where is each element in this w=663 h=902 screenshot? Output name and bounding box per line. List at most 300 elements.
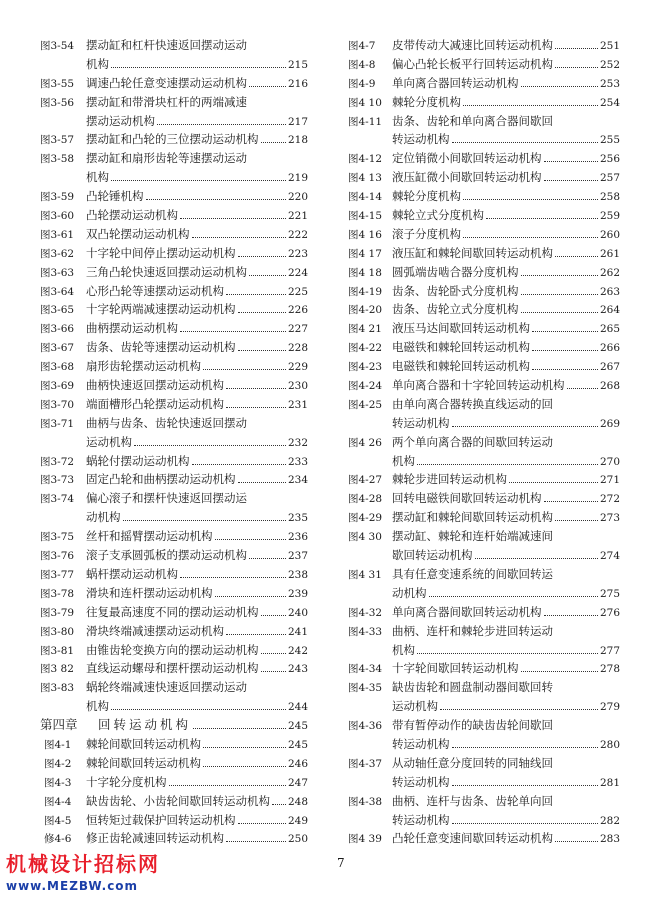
toc-entry [348,319,620,338]
toc-entry [348,546,620,565]
page-ref: 272 [599,493,620,506]
dot-leader [463,237,598,238]
dot-leader [226,634,286,635]
figure-number: 第四章 [40,717,78,733]
dot-leader [193,728,286,729]
toc-entry [348,149,620,168]
page-ref: 247 [287,776,308,789]
figure-number: 图4-23 [348,361,383,374]
entry-title: 棘轮步进回转运动机构 [392,472,507,487]
toc-entry [348,489,620,508]
figure-number: 图3-67 [40,342,75,355]
entry-title: 凸轮摆动运动机构 [86,208,178,223]
entry-title: 棘轮间歇回转运动机构 [86,755,201,770]
figure-number: 修4-6 [44,833,72,846]
entry-title: 具有任意变速系统的间歇回转运 [392,566,553,581]
dot-leader [429,596,598,597]
toc-entry [40,811,308,830]
dot-leader [215,596,286,597]
toc-entry [40,93,308,112]
entry-title: 蜗轮付摆动运动机构 [86,453,190,468]
figure-number: 图4-14 [348,191,383,204]
dot-leader [238,350,286,351]
figure-number: 图4-5 [44,814,72,827]
toc-entry [348,244,620,263]
toc-entry [40,754,308,773]
dot-leader [463,199,598,200]
page-ref: 245 [287,738,308,751]
dot-leader [203,766,286,767]
page-ref: 231 [287,398,308,411]
dot-leader [261,142,286,143]
toc-entry [348,338,620,357]
figure-number: 图3-55 [40,77,75,90]
toc-entry [348,527,620,546]
dot-leader [521,275,598,276]
toc-entry [348,225,620,244]
dot-leader [249,86,286,87]
entry-title: 回转运动机构 [98,717,192,733]
toc-entry [40,641,308,660]
entry-title: 凸轮锤机构 [86,189,144,204]
figure-number: 图4-12 [348,153,383,166]
entry-title: 十字轮分度机构 [86,774,167,789]
entry-title: 单向离合器间歇回转运动机构 [392,604,542,619]
entry-title: 液压马达间歇回转运动机构 [392,321,530,336]
dot-leader [521,294,598,295]
entry-title: 运动机构 [392,699,438,714]
toc-entry [40,546,308,565]
entry-title: 转运动机构 [392,132,450,147]
figure-number: 图4-33 [348,625,383,638]
entry-title: 直线运动螺母和摆杆摆动运动机构 [86,661,259,676]
figure-number: 图3-57 [40,134,75,147]
figure-number: 图3-64 [40,285,75,298]
entry-title: 皮带传动大减速比回转运动机构 [392,38,553,52]
figure-number: 图3-59 [40,191,75,204]
page-ref: 243 [287,663,308,676]
dot-leader [509,482,598,483]
dot-leader [521,312,598,313]
dot-leader [238,312,286,313]
entry-title: 十字轮间歇回转运动机构 [392,661,519,676]
figure-number: 图4-38 [348,795,383,808]
toc-entry [348,357,620,376]
toc-entry [348,641,620,660]
toc-entry [40,414,308,433]
figure-number: 图3-74 [40,493,75,506]
entry-title: 单向离合器回转运动机构 [392,75,519,90]
entry-title: 两个单向离合器的间歇回转运动 [392,434,553,449]
figure-number: 图3-73 [40,474,75,487]
figure-number: 图4-24 [348,380,383,393]
figure-number: 图3-80 [40,625,75,638]
toc-entry [348,697,620,716]
dot-leader [440,709,598,710]
figure-number: 图3-77 [40,568,75,581]
figure-number: 图4-37 [348,757,383,770]
entry-title: 滚子分度机构 [392,226,461,241]
page-ref: 269 [599,417,620,430]
toc-entry [40,36,308,55]
figure-number: 图3-66 [40,323,75,336]
page-ref: 225 [287,285,308,298]
page-ref: 241 [287,625,308,638]
dot-leader [475,558,598,559]
entry-title: 机构 [86,170,109,185]
page-ref: 280 [599,738,620,751]
dot-leader [544,180,598,181]
toc-entry [40,187,308,206]
page-ref: 228 [287,342,308,355]
page-ref: 223 [287,247,308,260]
toc-entry [40,489,308,508]
figure-number: 图4-4 [44,795,72,808]
toc-entry [348,716,620,735]
dot-leader [238,482,286,483]
entry-title: 液压缸微小间歇回转运动机构 [392,170,542,185]
entry-title: 扇形齿轮摆动运动机构 [86,359,201,374]
page-ref: 242 [287,644,308,657]
figure-number: 图4-3 [44,776,72,789]
dot-leader [180,331,286,332]
toc-entry [40,74,308,93]
figure-number: 图4-27 [348,474,383,487]
page-ref: 253 [599,77,620,90]
figure-number: 图3-54 [40,40,75,52]
page-ref: 254 [599,96,620,109]
figure-number: 图3-71 [40,417,75,430]
figure-number: 图4 16 [348,228,382,241]
toc-entry [40,622,308,641]
toc-entry [40,603,308,622]
dot-leader [226,407,286,408]
dot-leader [452,785,598,786]
page-ref: 267 [599,361,620,374]
dot-leader [532,331,598,332]
page-ref: 256 [599,153,620,166]
dot-leader [226,294,286,295]
toc-entry [348,452,620,471]
figure-number: 图4 30 [348,531,382,544]
page-ref: 234 [287,474,308,487]
entry-title: 齿条、齿轮卧式分度机构 [392,283,519,298]
entry-title: 转运动机构 [392,415,450,430]
dot-leader [567,388,598,389]
entry-title: 棘轮分度机构 [392,94,461,109]
toc-entry [348,735,620,754]
toc-entry [348,508,620,527]
toc-entry [40,697,308,716]
entry-title: 恒转矩过载保护回转运动机构 [86,812,236,827]
entry-title: 转运动机构 [392,774,450,789]
entry-title: 偏心滚子和摆杆快速返回摆动运 [86,491,247,506]
dot-leader [111,67,286,68]
page-ref: 271 [599,474,620,487]
entry-title: 十字轮两端减速摆动运动机构 [86,302,236,317]
toc-entry [348,414,620,433]
toc-entry [348,678,620,697]
toc-entry [348,376,620,395]
figure-number: 图3-60 [40,210,75,223]
dot-leader [203,747,286,748]
dot-leader [249,275,286,276]
entry-title: 缺齿齿轮、小齿轮间歇回转运动机构 [86,793,270,808]
toc-entry [40,527,308,546]
entry-title: 蜗杆摆动运动机构 [86,566,178,581]
page-ref: 232 [287,436,308,449]
toc-entry [40,565,308,584]
page-ref: 221 [287,210,308,223]
toc-entry [348,36,620,55]
toc-entry [40,829,308,848]
entry-title: 定位销微小间歇回转运动机构 [392,151,542,166]
toc-right-column [348,36,620,848]
page-ref: 281 [599,776,620,789]
dot-leader [261,671,286,672]
entry-title: 齿条、齿轮和单向离合器间歇回 [392,113,553,128]
page-ref: 263 [599,285,620,298]
entry-title: 齿条、齿轮等速摆动运动机构 [86,340,236,355]
entry-title: 滑块终端减速摆动运动机构 [86,623,224,638]
entry-title: 棘轮分度机构 [392,189,461,204]
toc-entry [40,206,308,225]
page-ref: 274 [599,550,620,563]
figure-number: 图4-22 [348,342,383,355]
dot-leader [544,615,598,616]
entry-title: 心形凸轮等速摆动运动机构 [86,283,224,298]
entry-title: 电磁铁和棘轮回转运动机构 [392,359,530,374]
dot-leader [452,823,598,824]
page-ref: 257 [599,172,620,185]
figure-number: 图3-69 [40,380,75,393]
entry-title: 歇回转运动机构 [392,548,473,563]
toc-entry [40,584,308,603]
page-ref: 278 [599,663,620,676]
page-ref: 245 [287,720,308,733]
figure-number: 图3-75 [40,531,75,544]
toc-entry [348,792,620,811]
toc-entry [348,206,620,225]
toc-entry [348,754,620,773]
figure-number: 图3-68 [40,361,75,374]
page-ref: 279 [599,701,620,714]
page-ref: 218 [287,134,308,147]
page-ref: 265 [599,323,620,336]
dot-leader [555,256,598,257]
page-ref: 261 [599,247,620,260]
dot-leader [111,180,286,181]
page-ref: 270 [599,455,620,468]
page-ref: 250 [287,833,308,846]
dot-leader [261,615,286,616]
page-ref: 268 [599,380,620,393]
toc-entry [348,55,620,74]
figure-number: 图4 13 [348,172,382,185]
dot-leader [238,823,286,824]
entry-title: 摆动缸和带滑块杠杆的两端减速 [86,94,247,109]
dot-leader [521,86,598,87]
entry-title: 转运动机构 [392,812,450,827]
toc-entry [40,149,308,168]
entry-title: 缺齿齿轮和圆盘制动器间歇回转 [392,680,553,695]
dot-leader [203,369,286,370]
figure-number: 图4-2 [44,757,72,770]
entry-title: 曲柄快速返回摆动运动机构 [86,378,224,393]
toc-entry [40,508,308,527]
dot-leader [192,464,286,465]
figure-number: 图4-20 [348,304,383,317]
page-ref: 226 [287,304,308,317]
entry-title: 运动机构 [86,434,132,449]
entry-title: 滚子支承圆弧板的摆动运动机构 [86,548,247,563]
entry-title: 摆动运动机构 [86,113,155,128]
figure-number: 图3-56 [40,96,75,109]
toc-entry [40,470,308,489]
entry-title: 由锥齿轮变换方向的摆动运动机构 [86,642,259,657]
page-ref: 255 [599,134,620,147]
dot-leader [555,520,598,521]
toc-entry [40,244,308,263]
dot-leader [452,142,598,143]
figure-number: 图4 26 [348,436,382,449]
entry-title: 机构 [86,56,109,71]
dot-leader [146,199,286,200]
entry-title: 摆动缸和杠杆快速返回摆动运动 [86,38,247,52]
figure-number: 图4-15 [348,210,383,223]
dot-leader [261,653,286,654]
dot-leader [215,539,286,540]
dot-leader [555,48,598,49]
dot-leader [463,105,598,106]
dot-leader [238,256,286,257]
page-ref: 249 [287,814,308,827]
dot-leader [111,709,286,710]
toc-entry [348,93,620,112]
figure-number: 图4-35 [348,682,383,695]
page-ref: 273 [599,512,620,525]
toc-entry [40,130,308,149]
toc-entry [348,433,620,452]
figure-number: 图3-83 [40,682,75,695]
page-ref: 252 [599,58,620,71]
figure-number: 图4-7 [348,40,376,52]
toc-entry [40,282,308,301]
page-ref: 236 [287,531,308,544]
entry-title: 带有暂停动作的缺齿齿轮间歇回 [392,718,553,733]
page-ref: 248 [287,795,308,808]
figure-number: 图3-70 [40,398,75,411]
toc-entry [40,338,308,357]
dot-leader [272,804,286,805]
toc-entry [40,263,308,282]
entry-title: 从动轴任意分度回转的同轴线回 [392,755,553,770]
page-ref: 260 [599,228,620,241]
toc-entry [40,395,308,414]
entry-title: 圆弧端齿啮合器分度机构 [392,264,519,279]
entry-title: 摆动缸和扇形齿轮等速摆动运动 [86,151,247,166]
entry-title: 摆动缸、棘轮和连杆始端减速间 [392,529,553,544]
toc-entry [40,55,308,74]
toc-entry [40,433,308,452]
page-ref: 262 [599,266,620,279]
page-ref: 238 [287,568,308,581]
page-ref: 222 [287,228,308,241]
figure-number: 图4-25 [348,398,383,411]
dot-leader [417,653,598,654]
entry-title: 棘轮间歇回转运动机构 [86,736,201,751]
dot-leader [452,747,598,748]
watermark-logo [6,848,160,893]
dot-leader [226,388,286,389]
figure-number: 图3-58 [40,153,75,166]
page-ref: 244 [287,701,308,714]
toc-entry [40,319,308,338]
figure-number: 图4 10 [348,96,382,109]
entry-title: 固定凸轮和曲柄摆动运动机构 [86,472,236,487]
page-ref: 266 [599,342,620,355]
figure-number: 图4-34 [348,663,383,676]
page-ref: 217 [287,115,308,128]
figure-number: 图3-61 [40,228,75,241]
toc-entry [348,565,620,584]
page-ref: 275 [599,587,620,600]
entry-title: 偏心凸轮长板平行回转运动机构 [392,56,553,71]
page-ref: 264 [599,304,620,317]
page-ref: 220 [287,191,308,204]
entry-title: 三角凸轮快速返回摆动运动机构 [86,264,247,279]
toc-entry [40,792,308,811]
figure-number: 图3 82 [40,663,74,676]
watermark-title: 机械设计招标网 [6,852,160,876]
figure-number: 图3-62 [40,247,75,260]
figure-number: 图3-76 [40,550,75,563]
entry-title: 机构 [392,453,415,468]
toc-entry [348,130,620,149]
dot-leader [157,124,286,125]
toc-entry [348,168,620,187]
page-ref: 276 [599,606,620,619]
figure-number: 图4-28 [348,493,383,506]
entry-title: 曲柄摆动运动机构 [86,321,178,336]
dot-leader [180,577,286,578]
figure-number: 图3-79 [40,606,75,619]
figure-number: 图4 18 [348,266,382,279]
entry-title: 电磁铁和棘轮回转运动机构 [392,340,530,355]
entry-title: 曲柄、连杆和棘轮步进回转运动 [392,623,553,638]
dot-leader [532,369,598,370]
entry-title: 动机构 [392,585,427,600]
figure-number: 图3-81 [40,644,75,657]
entry-title: 蜗轮终端减速快速返回摆动运动 [86,680,247,695]
toc-entry [40,112,308,131]
dot-leader [134,445,286,446]
entry-title: 十字轮中间停止摆动运动机构 [86,245,236,260]
dot-leader [555,67,598,68]
dot-leader [555,841,598,842]
page-ref: 237 [287,550,308,563]
figure-number: 图3-65 [40,304,75,317]
page-ref: 230 [287,380,308,393]
toc-entry [348,829,620,848]
toc-entry [348,603,620,622]
toc-entry [40,735,308,754]
toc-entry [40,773,308,792]
figure-number: 图4-36 [348,720,383,733]
page-ref: 240 [287,606,308,619]
page-ref: 282 [599,814,620,827]
entry-title: 棘轮立式分度机构 [392,208,484,223]
